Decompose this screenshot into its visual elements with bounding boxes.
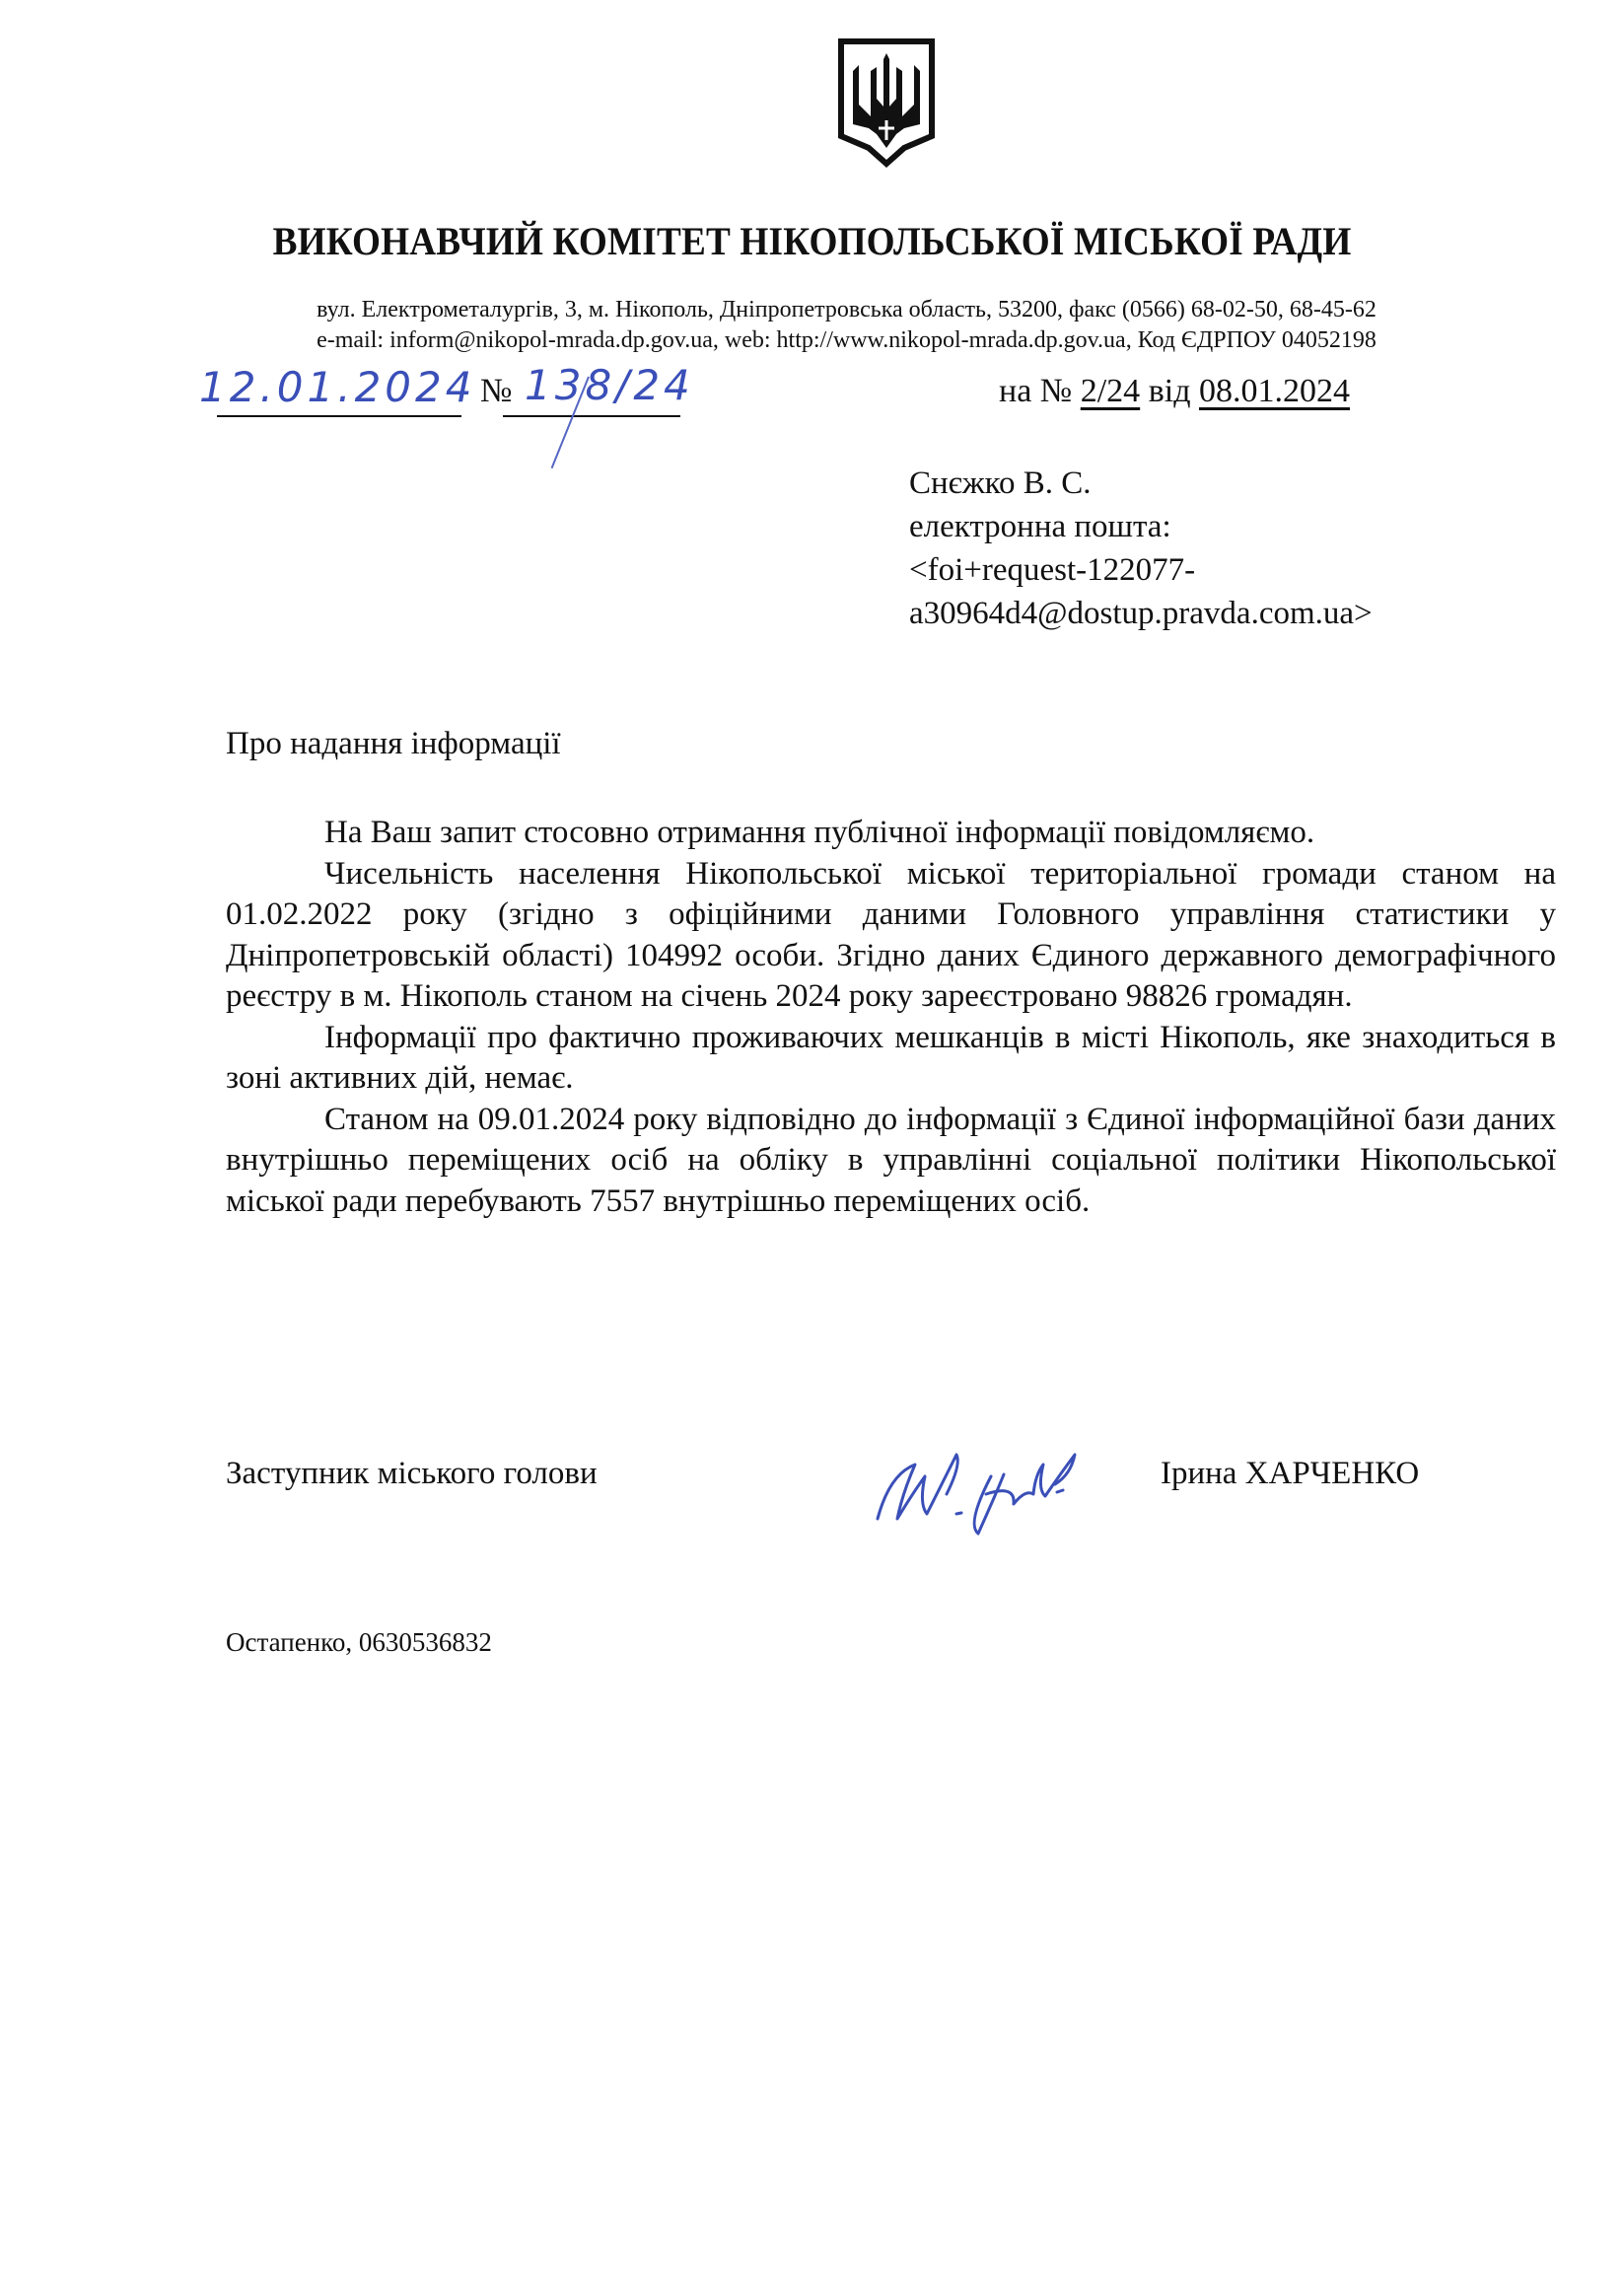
executor-contact: Остапенко, 0630536832 [226,1627,492,1657]
body-paragraph: Станом на 09.01.2024 року відповідно до інформації з Єдиної інформаційної бази даних внутрішньо переміщених осіб на обліку в управлінні соціальної політики Нікопольської міської ради перебувають 7557 внутрішньо переміщених осіб. [226,1101,1556,1219]
outgoing-date: 12.01.2024 [199,363,476,411]
reference-prefix: на № [999,373,1073,409]
body-paragraph: На Ваш запит стосовно отримання публічної інформації повідомляємо. [324,815,1315,850]
organization-name: ВИКОНАВЧИЙ КОМІТЕТ НІКОПОЛЬСЬКОЇ МІСЬКОЇ РАДИ [272,219,1352,263]
recipient-email-line-2: a30964d4@dostup.pravda.com.ua> [909,596,1373,631]
recipient-name: Снєжко В. С. [909,465,1092,501]
date-underline [217,415,461,417]
signatory-name: Ірина ХАРЧЕНКО [1161,1456,1420,1491]
organization-address: вул. Електрометалургів, 3, м. Нікополь, Дніпропетровська область, 53200, факс (0566) 68-02-50, 68-45-62 [317,297,1377,322]
body-paragraph: Інформації про фактично проживаючих мешканців в місті Нікополь, яке знаходиться в зоні активних дій, немає. [226,1019,1556,1096]
outgoing-number: 138/24 [525,361,694,409]
reference-line [999,373,1350,410]
reference-number: 2/24 [1080,373,1141,409]
recipient-email-label: електронна пошта: [909,509,1171,544]
body-paragraph: Чисельність населення Нікопольської міської територіальної громади станом на 01.02.2022 року (згідно з офіційними даними Головного управління статистики у Дніпропетровській області) 104992 особи. Згідно даних Єдиного державного демографічного реєстру в м. Нікополь станом на січень 2024 року зареєстровано 98826 громадян. [226,855,1556,1014]
number-sign: № [480,373,513,409]
number-underline [503,415,680,417]
reference-date: 08.01.2024 [1199,373,1350,409]
reference-from: від [1148,373,1191,409]
letter-subject: Про надання інформації [226,726,561,761]
recipient-block [909,462,1373,635]
letter-body [226,813,1556,1222]
recipient-email-line-1: <foi+request-122077- [909,552,1196,588]
coat-of-arms-icon [835,37,938,170]
organization-contacts: e-mail: inform@nikopol-mrada.dp.gov.ua, web: http://www.nikopol-mrada.dp.gov.ua, Код ЄДРПОУ 04052198 [317,327,1377,353]
handwritten-signature [868,1435,1104,1553]
signatory-title: Заступник міського голови [226,1456,598,1491]
